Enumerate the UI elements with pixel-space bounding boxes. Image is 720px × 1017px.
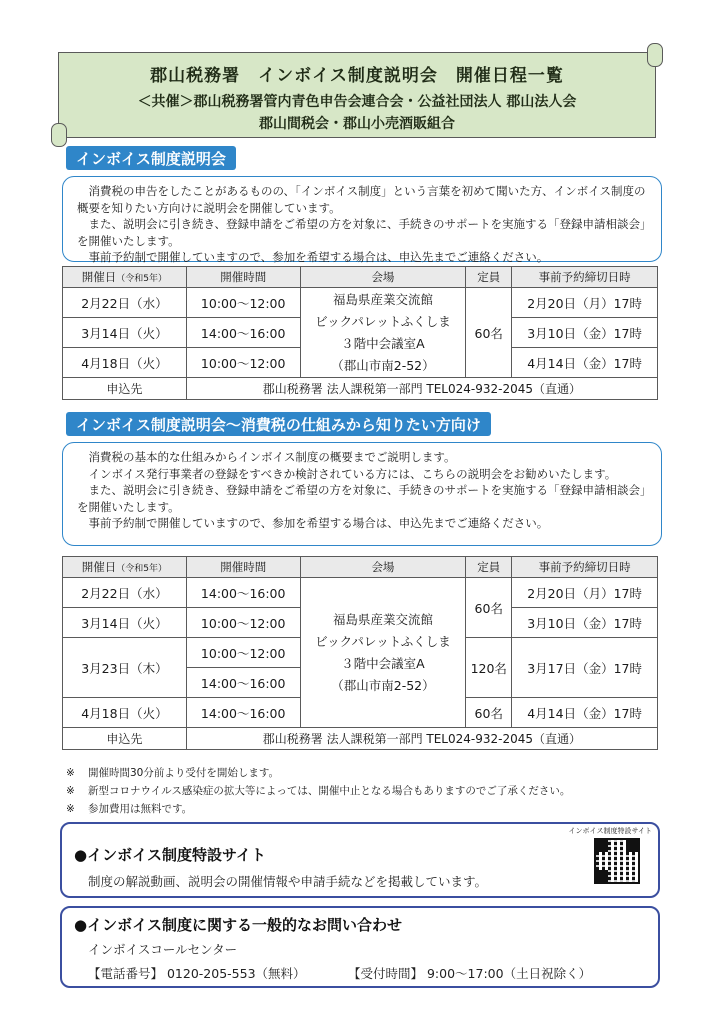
col-deadline: 事前予約締切日時 [512, 267, 658, 288]
date-cell: 2月22日（水） [63, 288, 187, 318]
venue-cell: 福島県産業交流館 ビックパレットふくしま ３階中会議室A （郡山市南2-52） [300, 288, 466, 378]
note-item: ※ 開催時間30分前より受付を開始します。 [66, 767, 280, 779]
time-cell: 10:00～12:00 [186, 638, 300, 668]
time-cell: 14:00～16:00 [186, 578, 300, 608]
contact-phone[interactable]: 【電話番号】 0120-205-553（無料） [88, 966, 306, 981]
table-row [63, 288, 658, 318]
section2-heading: インボイス制度説明会～消費税の仕組みから知りたい方向け [66, 412, 491, 436]
venue-cell: 福島県産業交流館 ビックパレットふくしま ３階中会議室A （郡山市南2-52） [300, 578, 466, 728]
call-center-name: インボイスコールセンター [88, 942, 238, 957]
apply-contact: 郡山税務署 法人課税第一部門 TEL024-932-2045（直通） [186, 378, 657, 400]
qr-caption: インボイス制度特設サイト [568, 827, 652, 835]
note-item: ※ 新型コロナウイルス感染症の拡大等によっては、開催中止となる場合もありますのでご了承ください。 [66, 785, 571, 797]
section1-intro-p1: 消費税の申告をしたことがあるものの、「インボイス制度」という言葉を初めて聞いた方、インボイス制度の概要を知りたい方向けに説明会を開催しています。 [77, 184, 646, 215]
section2-intro-p3: また、説明会に引き続き、登録申請をご希望の方を対象に、手続きのサポートを実施する「登録申請相談会」を開催いたします。 [77, 483, 646, 514]
note-item: ※ 参加費用は無料です。 [66, 803, 193, 815]
notes-list [66, 764, 570, 818]
deadline-cell: 3月10日（金）17時 [512, 608, 658, 638]
section2-intro-p2: インボイス発行事業者の登録をすべきか検討されている方には、こちらの説明会をお勧めいたします。 [88, 466, 617, 481]
section1-schedule-table [62, 266, 658, 400]
col-time: 開催時間 [186, 557, 300, 578]
section1-intro [62, 176, 662, 262]
document-title: 郡山税務署 インボイス制度説明会 開催日程一覧 [150, 66, 564, 86]
deadline-cell: 2月20日（月）17時 [512, 578, 658, 608]
special-site-box[interactable] [60, 822, 660, 898]
time-cell: 10:00～12:00 [186, 348, 300, 378]
col-venue: 会場 [300, 557, 466, 578]
table-row [63, 578, 658, 608]
deadline-cell: 2月20日（月）17時 [512, 288, 658, 318]
date-cell: 3月23日（木） [63, 638, 187, 698]
title-banner [58, 52, 656, 138]
capacity-cell: 60名 [466, 698, 512, 728]
col-venue: 会場 [300, 267, 466, 288]
apply-label: 申込先 [63, 728, 187, 750]
section2-intro [62, 442, 662, 546]
table-header-row [63, 557, 658, 578]
qr-code-icon[interactable] [594, 838, 640, 884]
cohost-line-2: 郡山間税会・郡山小売酒販組合 [259, 116, 455, 132]
col-time: 開催時間 [186, 267, 300, 288]
special-site-desc: 制度の解説動画、説明会の開催情報や申請手続などを掲載しています。 [88, 874, 488, 889]
time-cell: 10:00～12:00 [186, 288, 300, 318]
date-cell: 3月14日（火） [63, 608, 187, 638]
date-cell: 4月18日（火） [63, 348, 187, 378]
table-header-row [63, 267, 658, 288]
contact-box [60, 906, 660, 988]
apply-contact: 郡山税務署 法人課税第一部門 TEL024-932-2045（直通） [186, 728, 657, 750]
col-date: 開催日（令和5年） [63, 267, 187, 288]
section1-heading: インボイス制度説明会 [66, 146, 236, 170]
section1-intro-p2: また、説明会に引き続き、登録申請をご希望の方を対象に、手続きのサポートを実施する「登録申請相談会」を開催いたします。 [77, 217, 646, 248]
apply-row [63, 728, 658, 750]
apply-label: 申込先 [63, 378, 187, 400]
cohost-line-1: ＜共催＞郡山税務署管内青色申告会連合会・公益社団法人 郡山法人会 [137, 94, 577, 110]
section1-intro-p3: 事前予約制で開催していますので、参加を希望する場合は、申込先までご連絡ください。 [88, 250, 549, 264]
time-cell: 14:00～16:00 [186, 698, 300, 728]
col-date: 開催日（令和5年） [63, 557, 187, 578]
col-capacity: 定員 [466, 267, 512, 288]
contact-title: ●インボイス制度に関する一般的なお問い合わせ [74, 916, 402, 934]
deadline-cell: 3月10日（金）17時 [512, 318, 658, 348]
time-cell: 14:00～16:00 [186, 318, 300, 348]
contact-hours: 【受付時間】 9:00～17:00（土日祝除く） [348, 966, 592, 981]
section2-intro-p1: 消費税の基本的な仕組みからインボイス制度の概要までご説明します。 [88, 450, 456, 464]
apply-row [63, 378, 658, 400]
capacity-cell: 60名 [466, 288, 512, 378]
section2-schedule-table [62, 556, 658, 750]
time-cell: 14:00～16:00 [186, 668, 300, 698]
col-capacity: 定員 [466, 557, 512, 578]
date-cell: 2月22日（水） [63, 578, 187, 608]
col-deadline: 事前予約締切日時 [512, 557, 658, 578]
date-cell: 3月14日（火） [63, 318, 187, 348]
capacity-cell: 60名 [466, 578, 512, 638]
section2-intro-p4: 事前予約制で開催していますので、参加を希望する場合は、申込先までご連絡ください。 [88, 516, 549, 530]
capacity-cell: 120名 [466, 638, 512, 698]
deadline-cell: 4月14日（金）17時 [512, 698, 658, 728]
special-site-title: ●インボイス制度特設サイト [74, 846, 266, 864]
deadline-cell: 4月14日（金）17時 [512, 348, 658, 378]
deadline-cell: 3月17日（金）17時 [512, 638, 658, 698]
date-cell: 4月18日（火） [63, 698, 187, 728]
time-cell: 10:00～12:00 [186, 608, 300, 638]
